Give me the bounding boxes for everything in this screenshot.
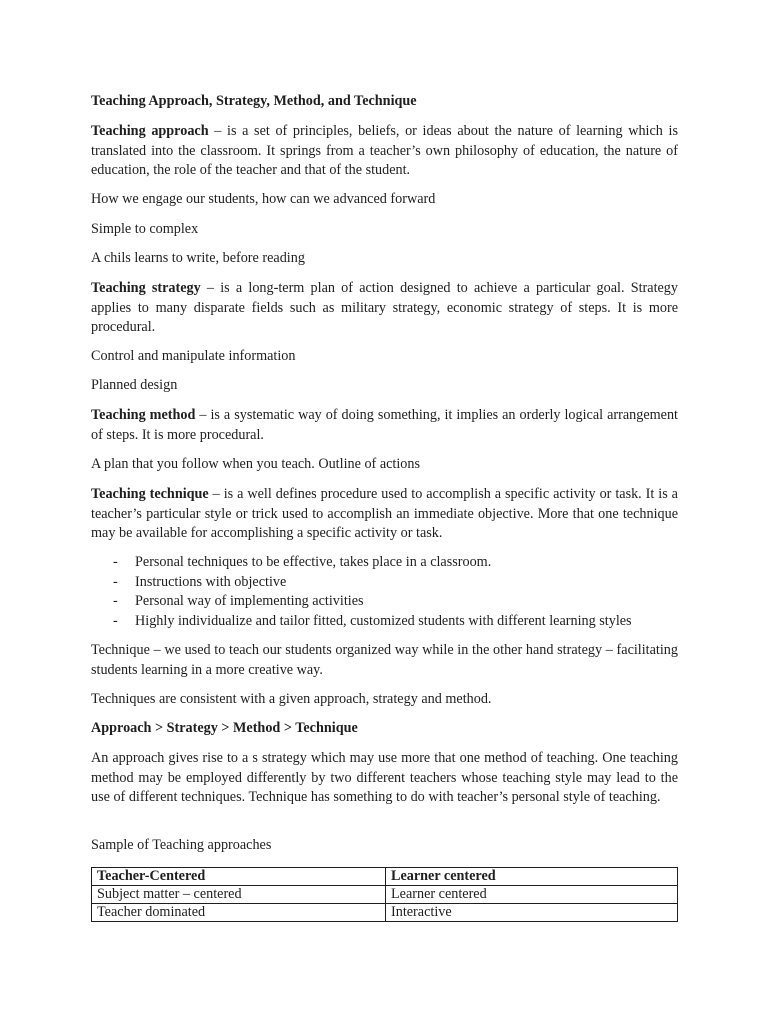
header-teacher-centered: Teacher-Centered: [92, 868, 386, 886]
approach-explanation: An approach gives rise to a s strategy which may use more that one method of teaching. One teaching method may be employed differently by two different teachers whose teaching style may lead to the use of different techniques. Technique has something to do with teacher’s personal style of teaching.: [91, 750, 678, 806]
technique-bullet-list: [91, 553, 678, 631]
approach-term: Teaching approach: [91, 123, 209, 139]
consistency-note: Techniques are consistent with a given approach, strategy and method.: [91, 691, 492, 707]
note-engage: How we engage our students, how can we advanced forward: [91, 191, 436, 207]
dash-bullet: -: [113, 573, 118, 590]
approach-paragraph: [91, 122, 678, 181]
table-cell: Learner centered: [386, 886, 678, 904]
method-term: Teaching method: [91, 407, 196, 423]
method-definition: – is a systematic way of doing something, it implies an orderly logical arrangement of steps. It is more procedural.: [91, 407, 678, 443]
strategy-paragraph: [91, 279, 678, 338]
technique-vs-strategy: Technique – we used to teach our students organized way while in the other hand strategy – facilitating students learning in a more creative way.: [91, 642, 678, 678]
list-item: [91, 592, 678, 612]
note-planned-design: Planned design: [91, 377, 178, 393]
bullet-text: Highly individualize and tailor fitted, customized students with different learning styles: [135, 612, 632, 629]
document-title: Teaching Approach, Strategy, Method, and Technique: [91, 93, 417, 109]
list-item: [91, 612, 678, 632]
header-learner-centered: Learner centered: [386, 868, 678, 886]
table-cell: Teacher dominated: [92, 904, 386, 922]
table-row: [92, 904, 678, 922]
table-header-row: [92, 868, 678, 886]
list-item: [91, 573, 678, 593]
technique-paragraph: [91, 485, 678, 544]
note-control: Control and manipulate information: [91, 348, 296, 364]
table-cell: Interactive: [386, 904, 678, 922]
note-plan-follow: A plan that you follow when you teach. Outline of actions: [91, 456, 420, 472]
note-simple-to-complex: Simple to complex: [91, 221, 199, 237]
strategy-definition: – is a long-term plan of action designed to achieve a particular goal. Strategy applies to many disparate fields such as military strategy, economic strategy of steps. It is more procedural.: [91, 280, 678, 336]
technique-term: Teaching technique: [91, 486, 209, 502]
sample-heading: Sample of Teaching approaches: [91, 837, 272, 853]
technique-definition: – is a well defines procedure used to accomplish a specific activity or task. It is a teacher’s particular style or trick used to accomplish an immediate objective. More that one technique may be available for accomplishing a specific activity or task.: [91, 486, 678, 542]
note-child-writes: A chils learns to write, before reading: [91, 250, 305, 266]
table-row: [92, 886, 678, 904]
bullet-text: Instructions with objective: [135, 573, 287, 590]
method-paragraph: [91, 406, 678, 445]
strategy-term: Teaching strategy: [91, 280, 201, 296]
bullet-text: Personal techniques to be effective, takes place in a classroom.: [135, 554, 492, 570]
bullet-text: Personal way of implementing activities: [135, 593, 364, 610]
hierarchy-heading: Approach > Strategy > Method > Technique: [91, 720, 358, 736]
dash-bullet: -: [113, 593, 118, 610]
dash-bullet: -: [113, 554, 118, 570]
dash-bullet: -: [113, 612, 118, 629]
approach-definition: – is a set of principles, beliefs, or ideas about the nature of learning which is translated into the classroom. It springs from a teacher’s own philosophy of education, the nature of education, the role of the teacher and that of the student.: [91, 123, 678, 179]
approaches-table: [91, 867, 678, 922]
table-cell: Subject matter – centered: [92, 886, 386, 904]
list-item: [91, 553, 678, 573]
